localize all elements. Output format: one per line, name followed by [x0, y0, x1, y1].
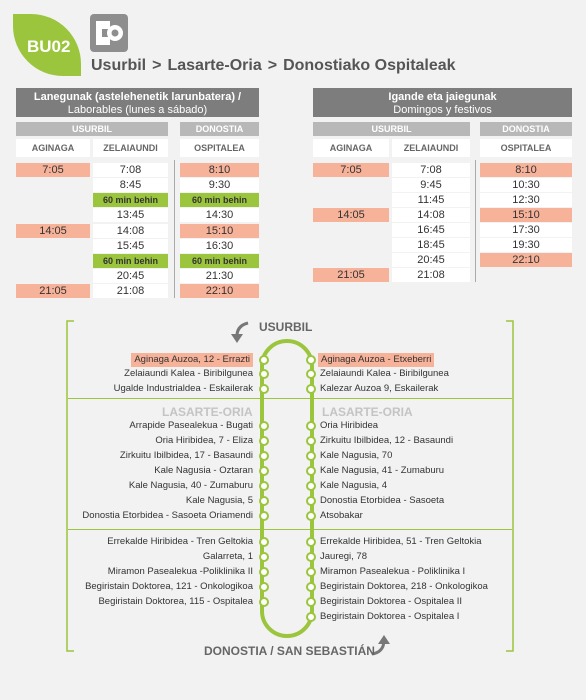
- time-cell: 22:10: [180, 284, 259, 298]
- stop-dot-icon: [259, 597, 269, 607]
- stop-dot-icon: [259, 496, 269, 506]
- stop-dot-icon: [306, 567, 316, 577]
- stop-dot-icon: [259, 369, 269, 379]
- stop-label: Begiristain Doktorea - Ospitalea II: [320, 596, 463, 607]
- stop-label: Arrapide Pasealekua - Bugati: [129, 420, 253, 431]
- stop-dot-icon: [259, 421, 269, 431]
- stop-label: Galarreta, 1: [202, 551, 253, 562]
- weekend-group-usurbil: USURBIL: [313, 122, 470, 136]
- map-destination-label: DONOSTIA / SAN SEBASTIÁN: [204, 644, 375, 658]
- time-cell: 9:30: [180, 178, 259, 192]
- stop-label: Errekalde Hiribidea - Tren Geltokia: [107, 536, 253, 547]
- stop-dot-icon: [259, 384, 269, 394]
- stop-dot-icon: [259, 582, 269, 592]
- stop-label: Begiristain Doktorea, 121 - Onkologikoa: [85, 581, 253, 592]
- time-cell: 10:30: [480, 178, 572, 192]
- time-cell: 8:45: [93, 178, 168, 192]
- time-cell: 21:08: [392, 268, 470, 282]
- stop-dot-icon: [306, 537, 316, 547]
- stop-label: Kale Nagusia, 40 - Zumaburu: [128, 480, 253, 491]
- stop-dot-icon: [259, 537, 269, 547]
- stop-label: Kale Nagusia, 41 - Zumaburu: [320, 465, 445, 476]
- stop-label: Aginaga Auzoa, 12 - Errazti: [131, 353, 253, 367]
- weekday-col-zelaiaundi: ZELAIAUNDI: [93, 139, 168, 157]
- time-cell: 21:30: [180, 269, 259, 283]
- stop-label: Donostia Etorbidea - Sasoeta: [320, 495, 445, 506]
- weekend-title-eu: Igande eta jaiegunak: [388, 91, 497, 103]
- time-cell: 8:10: [480, 163, 572, 177]
- stop-dot-icon: [306, 436, 316, 446]
- stop-label: Miramon Pasealekua -Poliklinika II: [107, 566, 253, 577]
- stop-label: Jauregi, 78: [320, 551, 368, 562]
- stop-label: Kale Nagusia, 70: [320, 450, 393, 461]
- stop-label: Zirkuitu Ibilbidea, 12 - Basaundi: [320, 435, 454, 446]
- stop-label: Begiristain Doktorea - Ospitalea I: [320, 611, 460, 622]
- time-cell: 16:45: [392, 223, 470, 237]
- route-destination: Donostiako Ospitaleak: [283, 57, 456, 74]
- time-cell: 20:45: [392, 253, 470, 267]
- weekday-title-eu: Lanegunak (astelehenetik larunbatera) /: [33, 91, 242, 103]
- route-middle: Lasarte-Oria: [167, 57, 262, 74]
- frequency-cell: 60 min behin: [93, 254, 168, 268]
- stop-dot-icon: [259, 552, 269, 562]
- weekend-group-donostia: DONOSTIA: [480, 122, 572, 136]
- weekend-title-es: Domingos y festivos: [393, 104, 492, 116]
- weekend-col-ospitalea: OSPITALEA: [480, 139, 572, 157]
- time-cell: 9:45: [392, 178, 470, 192]
- stop-label: Oria Hiribidea, 7 - Eliza: [155, 435, 253, 446]
- time-cell: 22:10: [480, 253, 572, 267]
- stop-dot-icon: [306, 597, 316, 607]
- time-cell: 21:08: [93, 284, 168, 298]
- stop-label: Kale Nagusia, 5: [185, 495, 253, 506]
- time-cell: 15:45: [93, 239, 168, 253]
- time-cell: 19:30: [480, 238, 572, 252]
- stop-label: Kale Nagusia, 4: [320, 480, 388, 491]
- zone-divider: [68, 529, 512, 530]
- route-separator: >: [267, 57, 278, 74]
- stop-dot-icon: [306, 355, 316, 365]
- frequency-cell: 60 min behin: [93, 193, 168, 207]
- frequency-cell: 60 min behin: [180, 193, 259, 207]
- time-cell: 21:05: [313, 268, 389, 282]
- stop-label: Begiristain Doktorea, 115 - Ospitalea: [98, 596, 253, 607]
- stop-dot-icon: [259, 481, 269, 491]
- time-cell: 18:45: [392, 238, 470, 252]
- stop-dot-icon: [306, 369, 316, 379]
- time-cell: 7:05: [313, 163, 389, 177]
- stop-label: Zelaiaundi Kalea - Biribilgunea: [320, 368, 449, 379]
- stop-dot-icon: [306, 466, 316, 476]
- weekday-group-usurbil: USURBIL: [16, 122, 168, 136]
- stop-dot-icon: [306, 451, 316, 461]
- weekend-col-aginaga: AGINAGA: [313, 139, 389, 157]
- stop-label: Miramon Pasealekua - Poliklinika I: [320, 566, 466, 577]
- time-cell: 17:30: [480, 223, 572, 237]
- time-cell: 14:08: [93, 224, 168, 238]
- stop-label: Kale Nagusia - Oztaran: [154, 465, 253, 476]
- stop-label: Zelaiaundi Kalea - Biribilgunea: [124, 368, 253, 379]
- stop-dot-icon: [306, 582, 316, 592]
- time-cell: 14:05: [313, 208, 389, 222]
- time-cell: 8:10: [180, 163, 259, 177]
- stop-dot-icon: [306, 481, 316, 491]
- stop-dot-icon: [306, 496, 316, 506]
- time-cell: 7:08: [93, 163, 168, 177]
- route-origin: Usurbil: [91, 57, 147, 74]
- weekend-col-zelaiaundi: ZELAIAUNDI: [392, 139, 470, 157]
- time-cell: 11:45: [392, 193, 470, 207]
- weekday-title-es: Laborables (lunes a sábado): [67, 104, 208, 116]
- time-cell: 21:05: [16, 284, 90, 298]
- stop-label: Kalezar Auzoa 9, Eskailerak: [320, 383, 439, 394]
- stop-dot-icon: [259, 466, 269, 476]
- map-origin-label: USURBIL: [259, 320, 313, 334]
- stop-dot-icon: [259, 451, 269, 461]
- stop-label: Zirkuitu Ibilbidea, 17 - Basaundi: [119, 450, 253, 461]
- zone-label-left: LASARTE-ORIA: [162, 405, 253, 419]
- stop-dot-icon: [259, 355, 269, 365]
- route-badge-label: BU02: [27, 37, 71, 56]
- weekday-col-ospitalea: OSPITALEA: [180, 139, 259, 157]
- stop-label: Ugalde Industrialdea - Eskailerak: [113, 383, 253, 394]
- zone-divider: [68, 398, 512, 399]
- weekday-col-aginaga: AGINAGA: [16, 139, 90, 157]
- stop-dot-icon: [259, 436, 269, 446]
- zone-label-right: LASARTE-ORIA: [322, 405, 413, 419]
- time-cell: 15:10: [180, 224, 259, 238]
- time-cell: 12:30: [480, 193, 572, 207]
- stop-dot-icon: [306, 552, 316, 562]
- time-cell: 16:30: [180, 239, 259, 253]
- stop-dot-icon: [306, 612, 316, 622]
- time-cell: 13:45: [93, 208, 168, 222]
- time-cell: 7:08: [392, 163, 470, 177]
- weekday-group-donostia: DONOSTIA: [180, 122, 259, 136]
- time-cell: 14:08: [392, 208, 470, 222]
- time-cell: 14:30: [180, 208, 259, 222]
- route-separator: >: [152, 57, 162, 74]
- stop-label: Donostia Etorbidea - Sasoeta Oriamendi: [82, 510, 253, 521]
- stop-label: Aginaga Auzoa - Etxeberri: [318, 353, 434, 367]
- stop-dot-icon: [306, 421, 316, 431]
- frequency-cell: 60 min behin: [180, 254, 259, 268]
- stop-label: Atsobakar: [320, 510, 363, 521]
- stop-dot-icon: [259, 511, 269, 521]
- stop-label: Oria Hiribidea: [320, 420, 379, 431]
- time-cell: 7:05: [16, 163, 90, 177]
- time-cell: 15:10: [480, 208, 572, 222]
- stop-dot-icon: [306, 511, 316, 521]
- stop-dot-icon: [259, 567, 269, 577]
- stop-label: Errekalde Hiribidea, 51 - Tren Geltokia: [320, 536, 482, 547]
- time-cell: 14:05: [16, 224, 90, 238]
- time-cell: 20:45: [93, 269, 168, 283]
- stop-dot-icon: [306, 384, 316, 394]
- stop-label: Begiristain Doktorea, 218 - Onkologikoa: [320, 581, 488, 592]
